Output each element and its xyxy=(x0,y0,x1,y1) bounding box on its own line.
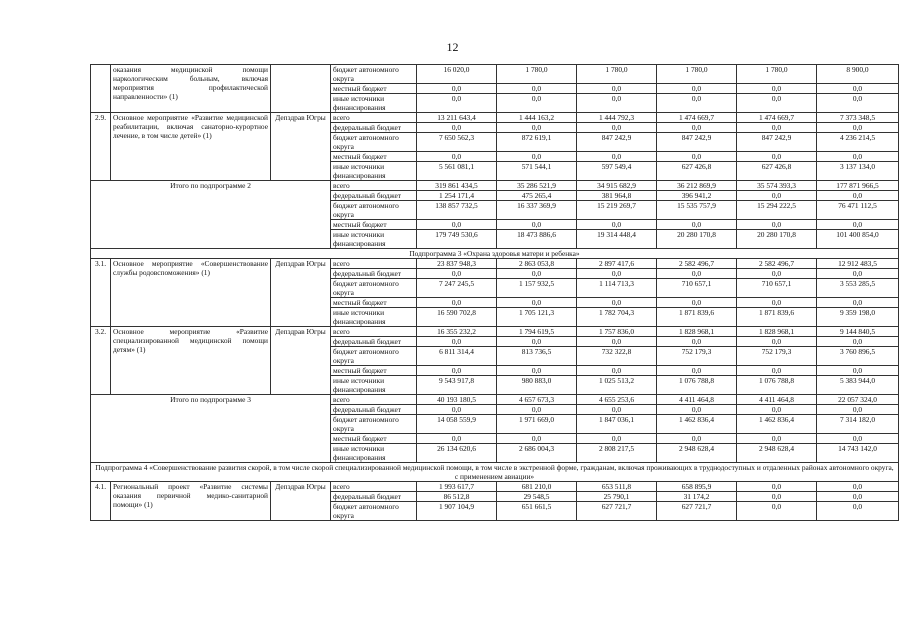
funding-source: федеральный бюджет xyxy=(331,191,417,201)
amount-cell: 1 871 839,6 xyxy=(657,308,737,327)
amount-cell: 3 760 896,5 xyxy=(817,347,899,366)
funding-source: местный бюджет xyxy=(331,152,417,162)
amount-cell: 1 254 171,4 xyxy=(417,191,497,201)
row-number: 2.9. xyxy=(91,113,111,181)
amount-cell: 1 462 836,4 xyxy=(657,415,737,434)
amount-cell: 1 907 104,9 xyxy=(417,502,497,521)
section-row xyxy=(91,463,899,482)
amount-cell: 0,0 xyxy=(817,123,899,133)
amount-cell: 23 837 948,3 xyxy=(417,259,497,269)
funding-source: иные источники финансирования xyxy=(331,230,417,249)
amount-cell: 0,0 xyxy=(657,269,737,279)
amount-cell: 381 964,8 xyxy=(577,191,657,201)
funding-source: федеральный бюджет xyxy=(331,123,417,133)
amount-cell: 18 473 886,6 xyxy=(497,230,577,249)
amount-cell: 732 322,8 xyxy=(577,347,657,366)
amount-cell: 7 373 348,5 xyxy=(817,113,899,123)
amount-cell: 36 212 869,9 xyxy=(657,181,737,191)
funding-source: местный бюджет xyxy=(331,84,417,94)
amount-cell: 0,0 xyxy=(497,337,577,347)
amount-cell: 0,0 xyxy=(497,269,577,279)
amount-cell: 86 512,8 xyxy=(417,492,497,502)
amount-cell: 2 948 628,4 xyxy=(737,444,817,463)
amount-cell: 0,0 xyxy=(417,269,497,279)
row-number: 4.1. xyxy=(91,482,111,521)
amount-cell: 0,0 xyxy=(737,123,817,133)
funding-source: бюджет автономного округа xyxy=(331,502,417,521)
funding-source: всего xyxy=(331,113,417,123)
amount-cell: 7 650 562,3 xyxy=(417,133,497,152)
amount-cell: 4 411 464,8 xyxy=(737,395,817,405)
amount-cell: 0,0 xyxy=(497,405,577,415)
table-row xyxy=(91,113,899,123)
amount-cell: 872 619,1 xyxy=(497,133,577,152)
amount-cell: 0,0 xyxy=(737,405,817,415)
funding-source: бюджет автономного округа xyxy=(331,279,417,298)
executor: Депздрав Югры xyxy=(271,259,331,327)
amount-cell: 76 471 112,5 xyxy=(817,201,899,220)
amount-cell: 35 574 393,3 xyxy=(737,181,817,191)
amount-cell: 9 359 198,0 xyxy=(817,308,899,327)
amount-cell: 7 314 182,0 xyxy=(817,415,899,434)
amount-cell: 1 971 669,0 xyxy=(497,415,577,434)
amount-cell: 9 543 917,8 xyxy=(417,376,497,395)
amount-cell: 4 657 673,3 xyxy=(497,395,577,405)
amount-cell: 1 157 932,5 xyxy=(497,279,577,298)
amount-cell: 0,0 xyxy=(817,405,899,415)
amount-cell: 1 828 968,1 xyxy=(657,327,737,337)
amount-cell: 0,0 xyxy=(657,84,737,94)
amount-cell: 1 782 704,3 xyxy=(577,308,657,327)
amount-cell: 0,0 xyxy=(817,84,899,94)
measure-name: Основное мероприятие «Развитие специализированной медицинской помощи детям» (1) xyxy=(111,327,271,395)
amount-cell: 3 137 134,0 xyxy=(817,162,899,181)
amount-cell: 1 444 163,2 xyxy=(497,113,577,123)
amount-cell: 0,0 xyxy=(817,298,899,308)
amount-cell: 0,0 xyxy=(657,220,737,230)
amount-cell: 0,0 xyxy=(577,123,657,133)
amount-cell: 710 657,1 xyxy=(657,279,737,298)
amount-cell: 0,0 xyxy=(577,366,657,376)
amount-cell: 0,0 xyxy=(577,84,657,94)
amount-cell: 0,0 xyxy=(497,84,577,94)
amount-cell: 847 242,9 xyxy=(737,133,817,152)
amount-cell: 0,0 xyxy=(737,84,817,94)
table-row xyxy=(91,482,899,492)
amount-cell: 0,0 xyxy=(817,366,899,376)
table-row xyxy=(91,65,899,84)
funding-source: всего xyxy=(331,327,417,337)
amount-cell: 0,0 xyxy=(497,94,577,113)
amount-cell: 0,0 xyxy=(657,405,737,415)
amount-cell: 2 582 496,7 xyxy=(737,259,817,269)
executor: Депздрав Югры xyxy=(271,113,331,181)
amount-cell: 138 857 732,5 xyxy=(417,201,497,220)
amount-cell: 0,0 xyxy=(737,191,817,201)
section-title: Подпрограмма 4 «Совершенствование развития скорой, в том числе скорой специализированной медицинской помощи, в том числе в экстренной форме, гражданам, включая проживающих в труднодоступных и отдаленных районах автономного округа, с применением авиации» xyxy=(91,463,899,482)
amount-cell: 1 076 788,8 xyxy=(737,376,817,395)
amount-cell: 1 462 836,4 xyxy=(737,415,817,434)
amount-cell: 0,0 xyxy=(417,123,497,133)
funding-source: бюджет автономного округа xyxy=(331,201,417,220)
amount-cell: 0,0 xyxy=(417,405,497,415)
amount-cell: 0,0 xyxy=(497,152,577,162)
amount-cell: 0,0 xyxy=(657,434,737,444)
amount-cell: 1 474 669,7 xyxy=(657,113,737,123)
amount-cell: 14 058 559,9 xyxy=(417,415,497,434)
amount-cell: 1 757 836,0 xyxy=(577,327,657,337)
table-body xyxy=(91,65,899,521)
amount-cell: 6 811 314,4 xyxy=(417,347,497,366)
amount-cell: 2 808 217,5 xyxy=(577,444,657,463)
amount-cell: 31 174,2 xyxy=(657,492,737,502)
amount-cell: 658 895,9 xyxy=(657,482,737,492)
amount-cell: 0,0 xyxy=(817,492,899,502)
amount-cell: 16 590 702,8 xyxy=(417,308,497,327)
amount-cell: 14 743 142,0 xyxy=(817,444,899,463)
funding-source: иные источники финансирования xyxy=(331,308,417,327)
amount-cell: 0,0 xyxy=(577,434,657,444)
funding-source: иные источники финансирования xyxy=(331,444,417,463)
amount-cell: 0,0 xyxy=(417,434,497,444)
amount-cell: 1 780,0 xyxy=(657,65,737,84)
amount-cell: 15 535 757,9 xyxy=(657,201,737,220)
amount-cell: 40 193 180,5 xyxy=(417,395,497,405)
amount-cell: 16 337 369,9 xyxy=(497,201,577,220)
amount-cell: 2 686 004,3 xyxy=(497,444,577,463)
funding-source: местный бюджет xyxy=(331,220,417,230)
funding-source: иные источники финансирования xyxy=(331,376,417,395)
amount-cell: 597 549,4 xyxy=(577,162,657,181)
funding-source: всего xyxy=(331,259,417,269)
amount-cell: 2 582 496,7 xyxy=(657,259,737,269)
amount-cell: 26 134 620,6 xyxy=(417,444,497,463)
amount-cell: 0,0 xyxy=(497,434,577,444)
amount-cell: 0,0 xyxy=(417,94,497,113)
amount-cell: 35 286 521,9 xyxy=(497,181,577,191)
page-number: 12 xyxy=(446,40,459,54)
amount-cell: 0,0 xyxy=(657,366,737,376)
funding-source: федеральный бюджет xyxy=(331,337,417,347)
subtotal-label: Итого по подпрограмме 2 xyxy=(91,181,331,249)
amount-cell: 3 553 285,5 xyxy=(817,279,899,298)
amount-cell: 0,0 xyxy=(817,482,899,492)
amount-cell: 179 749 530,6 xyxy=(417,230,497,249)
measure-name: Региональный проект «Развитие системы оказания первичной медико-санитарной помощи» (1) xyxy=(111,482,271,521)
amount-cell: 0,0 xyxy=(577,337,657,347)
amount-cell: 681 210,0 xyxy=(497,482,577,492)
table-row xyxy=(91,327,899,337)
amount-cell: 4 236 214,5 xyxy=(817,133,899,152)
measure-name: Основное мероприятие «Развитие медицинской реабилитации, включая санаторно-курортное лечение, в том числе детей» (1) xyxy=(111,113,271,181)
amount-cell: 16 355 232,2 xyxy=(417,327,497,337)
amount-cell: 5 383 944,0 xyxy=(817,376,899,395)
amount-cell: 980 883,0 xyxy=(497,376,577,395)
measure-name: Основное мероприятие «Совершенствование службы родовспоможения» (1) xyxy=(111,259,271,327)
amount-cell: 0,0 xyxy=(817,337,899,347)
amount-cell: 653 511,8 xyxy=(577,482,657,492)
funding-source: местный бюджет xyxy=(331,298,417,308)
amount-cell: 627 721,7 xyxy=(657,502,737,521)
amount-cell: 8 900,0 xyxy=(817,65,899,84)
funding-source: иные источники финансирования xyxy=(331,94,417,113)
amount-cell: 16 020,0 xyxy=(417,65,497,84)
amount-cell: 651 661,5 xyxy=(497,502,577,521)
amount-cell: 475 265,4 xyxy=(497,191,577,201)
amount-cell: 9 144 840,5 xyxy=(817,327,899,337)
amount-cell: 0,0 xyxy=(417,337,497,347)
subtotal-label: Итого по подпрограмме 3 xyxy=(91,395,331,463)
amount-cell: 0,0 xyxy=(657,123,737,133)
amount-cell: 0,0 xyxy=(737,298,817,308)
amount-cell: 0,0 xyxy=(657,298,737,308)
funding-source: бюджет автономного округа xyxy=(331,65,417,84)
amount-cell: 752 179,3 xyxy=(737,347,817,366)
amount-cell: 1 993 617,7 xyxy=(417,482,497,492)
amount-cell: 4 411 464,8 xyxy=(657,395,737,405)
executor xyxy=(271,65,331,113)
funding-source: иные источники финансирования xyxy=(331,162,417,181)
amount-cell: 7 247 245,5 xyxy=(417,279,497,298)
row-number xyxy=(91,65,111,113)
funding-source: всего xyxy=(331,482,417,492)
amount-cell: 0,0 xyxy=(817,502,899,521)
amount-cell: 15 294 222,5 xyxy=(737,201,817,220)
amount-cell: 0,0 xyxy=(497,220,577,230)
funding-source: бюджет автономного округа xyxy=(331,133,417,152)
amount-cell: 0,0 xyxy=(737,269,817,279)
amount-cell: 1 871 839,6 xyxy=(737,308,817,327)
amount-cell: 2 863 053,8 xyxy=(497,259,577,269)
amount-cell: 0,0 xyxy=(577,405,657,415)
section-title: Подпрограмма 3 «Охрана здоровья матери и ребенка» xyxy=(91,249,899,259)
amount-cell: 1 444 792,3 xyxy=(577,113,657,123)
amount-cell: 13 211 643,4 xyxy=(417,113,497,123)
budget-table xyxy=(90,64,899,521)
amount-cell: 0,0 xyxy=(417,366,497,376)
amount-cell: 0,0 xyxy=(737,366,817,376)
amount-cell: 2 948 628,4 xyxy=(657,444,737,463)
amount-cell: 0,0 xyxy=(737,482,817,492)
funding-source: местный бюджет xyxy=(331,434,417,444)
amount-cell: 1 828 968,1 xyxy=(737,327,817,337)
amount-cell: 0,0 xyxy=(497,298,577,308)
amount-cell: 813 736,5 xyxy=(497,347,577,366)
amount-cell: 1 780,0 xyxy=(577,65,657,84)
measure-name: оказания медицинской помощи наркологическим больным, включая мероприятия профилактической направленности» (1) xyxy=(111,65,271,113)
amount-cell: 1 794 619,5 xyxy=(497,327,577,337)
amount-cell: 5 561 081,1 xyxy=(417,162,497,181)
amount-cell: 0,0 xyxy=(737,502,817,521)
amount-cell: 0,0 xyxy=(497,123,577,133)
amount-cell: 0,0 xyxy=(497,366,577,376)
amount-cell: 0,0 xyxy=(737,220,817,230)
amount-cell: 177 871 966,5 xyxy=(817,181,899,191)
executor: Депздрав Югры xyxy=(271,482,331,521)
amount-cell: 0,0 xyxy=(417,152,497,162)
amount-cell: 1 780,0 xyxy=(497,65,577,84)
amount-cell: 752 179,3 xyxy=(657,347,737,366)
amount-cell: 0,0 xyxy=(817,220,899,230)
amount-cell: 0,0 xyxy=(817,152,899,162)
amount-cell: 627 426,8 xyxy=(657,162,737,181)
funding-source: бюджет автономного округа xyxy=(331,415,417,434)
amount-cell: 0,0 xyxy=(737,152,817,162)
amount-cell: 1 474 669,7 xyxy=(737,113,817,123)
amount-cell: 0,0 xyxy=(817,434,899,444)
amount-cell: 0,0 xyxy=(657,337,737,347)
amount-cell: 2 897 417,6 xyxy=(577,259,657,269)
amount-cell: 1 780,0 xyxy=(737,65,817,84)
amount-cell: 1 705 121,3 xyxy=(497,308,577,327)
amount-cell: 0,0 xyxy=(817,269,899,279)
amount-cell: 0,0 xyxy=(577,94,657,113)
amount-cell: 0,0 xyxy=(737,337,817,347)
amount-cell: 0,0 xyxy=(417,220,497,230)
amount-cell: 29 548,5 xyxy=(497,492,577,502)
amount-cell: 0,0 xyxy=(657,152,737,162)
amount-cell: 0,0 xyxy=(817,94,899,113)
table-row xyxy=(91,181,899,191)
amount-cell: 1 114 713,3 xyxy=(577,279,657,298)
amount-cell: 34 915 682,9 xyxy=(577,181,657,191)
amount-cell: 571 544,1 xyxy=(497,162,577,181)
executor: Депздрав Югры xyxy=(271,327,331,395)
amount-cell: 0,0 xyxy=(737,434,817,444)
amount-cell: 1 025 513,2 xyxy=(577,376,657,395)
amount-cell: 847 242,9 xyxy=(657,133,737,152)
amount-cell: 710 657,1 xyxy=(737,279,817,298)
amount-cell: 0,0 xyxy=(577,298,657,308)
row-number: 3.1. xyxy=(91,259,111,327)
table-row xyxy=(91,395,899,405)
amount-cell: 0,0 xyxy=(657,94,737,113)
amount-cell: 12 912 483,5 xyxy=(817,259,899,269)
funding-source: федеральный бюджет xyxy=(331,492,417,502)
amount-cell: 0,0 xyxy=(417,298,497,308)
section-row xyxy=(91,249,899,259)
funding-source: федеральный бюджет xyxy=(331,405,417,415)
amount-cell: 0,0 xyxy=(417,84,497,94)
table-row xyxy=(91,259,899,269)
amount-cell: 22 057 324,0 xyxy=(817,395,899,405)
funding-source: федеральный бюджет xyxy=(331,269,417,279)
amount-cell: 101 400 854,0 xyxy=(817,230,899,249)
amount-cell: 25 790,1 xyxy=(577,492,657,502)
amount-cell: 0,0 xyxy=(817,191,899,201)
amount-cell: 0,0 xyxy=(577,269,657,279)
row-number: 3.2. xyxy=(91,327,111,395)
amount-cell: 1 847 036,1 xyxy=(577,415,657,434)
funding-source: всего xyxy=(331,395,417,405)
amount-cell: 4 655 253,6 xyxy=(577,395,657,405)
amount-cell: 15 219 269,7 xyxy=(577,201,657,220)
amount-cell: 19 314 448,4 xyxy=(577,230,657,249)
amount-cell: 1 076 788,8 xyxy=(657,376,737,395)
amount-cell: 627 426,8 xyxy=(737,162,817,181)
amount-cell: 0,0 xyxy=(737,94,817,113)
funding-source: местный бюджет xyxy=(331,366,417,376)
amount-cell: 319 861 434,5 xyxy=(417,181,497,191)
amount-cell: 0,0 xyxy=(577,220,657,230)
funding-source: бюджет автономного округа xyxy=(331,347,417,366)
amount-cell: 396 941,2 xyxy=(657,191,737,201)
amount-cell: 0,0 xyxy=(577,152,657,162)
amount-cell: 20 280 170,8 xyxy=(657,230,737,249)
amount-cell: 0,0 xyxy=(737,492,817,502)
amount-cell: 627 721,7 xyxy=(577,502,657,521)
funding-source: всего xyxy=(331,181,417,191)
amount-cell: 847 242,9 xyxy=(577,133,657,152)
amount-cell: 20 280 170,8 xyxy=(737,230,817,249)
